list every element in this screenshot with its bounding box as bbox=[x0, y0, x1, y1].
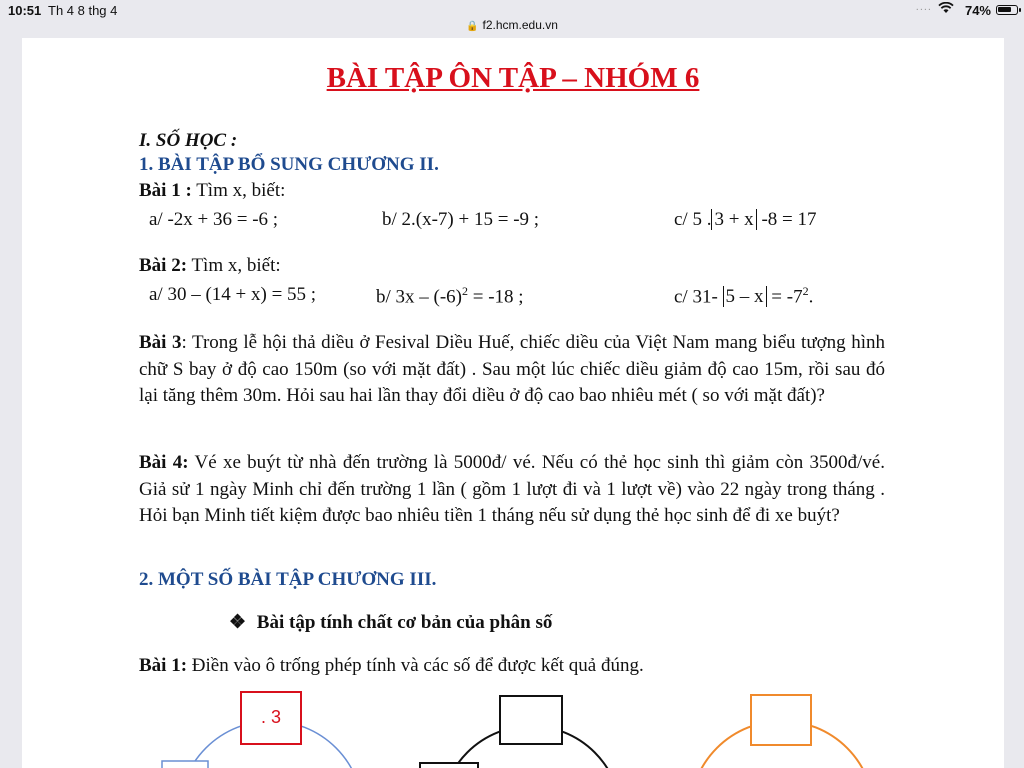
bai3-label: Bài 3 bbox=[139, 332, 182, 353]
diagram-box-middle bbox=[500, 696, 562, 744]
bai1-line bbox=[139, 180, 285, 202]
bai1-prompt: Tìm x, biết: bbox=[191, 180, 286, 201]
bai2-prompt: Tìm x, biết: bbox=[187, 255, 281, 276]
bai1-c-suffix: -8 = 17 bbox=[756, 209, 817, 230]
bai4-label: Bài 4: bbox=[139, 452, 189, 473]
bai1-label: Bài 1 : bbox=[139, 180, 192, 201]
bai2-eq-a: a/ 30 – (14 + x) = 55 ; bbox=[149, 284, 317, 305]
battery-percent: 74% bbox=[964, 3, 991, 18]
cellular-signal-icon: .... bbox=[915, 1, 932, 13]
bai3-text: : Trong lễ hội thả diều ở Fesival Diều Huế, chiếc diều của Việt Nam mang biểu tượng hình chữ S bay ở độ cao 150m (so với mặt đất) . Sau một lúc chiếc diều giảm độ cao 15m, rồi sau đó lại tăng thêm 30m. Hỏi sau hai lần thay đổi diều ở độ cao bao nhiêu mét ( so với mặt đất)? bbox=[139, 332, 886, 406]
bai3-paragraph bbox=[139, 330, 885, 410]
bai2-b-exp: 2 bbox=[462, 284, 469, 298]
bai2-b-main: b/ 3x – (-6) bbox=[376, 286, 463, 308]
bullet-heading-text: Bài tập tính chất cơ bản của phân số bbox=[256, 612, 553, 633]
subheading-chuong-3: 2. MỘT SỐ BÀI TẬP CHƯƠNG III. bbox=[139, 569, 437, 590]
bai4-paragraph bbox=[139, 450, 885, 530]
diagram-box-right bbox=[751, 695, 811, 745]
lock-icon: 🔒 bbox=[466, 21, 479, 32]
wifi-icon bbox=[938, 2, 954, 17]
status-date: Th 4 8 thg 4 bbox=[48, 3, 118, 18]
bai1-ch3-label: Bài 1: bbox=[139, 655, 188, 676]
bai2-eq-b bbox=[376, 284, 524, 308]
bai2-c-abs: 5 – x bbox=[723, 286, 767, 307]
diagram-box-left-small bbox=[162, 761, 208, 768]
bai1-ch3-text: Điền vào ô trống phép tính và các số để được kết quả đúng. bbox=[187, 655, 644, 676]
bai1-eq-a: a/ -2x + 36 = -6 ; bbox=[149, 209, 279, 230]
address-bar[interactable] bbox=[0, 18, 1024, 38]
section-heading-so-hoc: I. SỐ HỌC : bbox=[139, 130, 238, 151]
bai1-eq-c bbox=[674, 209, 816, 231]
bai2-c-tail: . bbox=[808, 286, 814, 308]
bai1-ch3-line bbox=[139, 655, 644, 677]
bai2-eq-c bbox=[674, 284, 813, 308]
bai4-text: Vé xe buýt từ nhà đến trường là 5000đ/ vé. Nếu có thẻ học sinh thì giảm còn 3500đ/vé. Giả sử 1 ngày Minh chỉ đến trường 1 lần ( gồm 1 lượt đi và 1 lượt về) vào 22 ngày trong tháng . Hỏi bạn Minh tiết kiệm được bao nhiêu tiền 1 tháng nếu sử dụng thẻ học sinh để đi xe buýt? bbox=[139, 452, 885, 526]
bai1-c-abs: 3 + x bbox=[711, 209, 756, 230]
diamond-bullet-icon: ❖ bbox=[229, 612, 247, 633]
diagram-box-middle-lower bbox=[420, 763, 478, 768]
fraction-diagram bbox=[22, 678, 1004, 768]
bai1-eq-b: b/ 2.(x-7) + 15 = -9 ; bbox=[382, 209, 540, 230]
bullet-heading bbox=[229, 611, 552, 634]
diagram-box-dot-3: . 3 bbox=[240, 691, 302, 745]
bai2-line bbox=[139, 255, 281, 277]
bai1-c-prefix: c/ 5 . bbox=[674, 209, 712, 230]
bai2-c-exp: 2 bbox=[802, 284, 809, 298]
url-text: f2.hcm.edu.vn bbox=[482, 18, 558, 32]
document-title: BÀI TẬP ÔN TẬP – NHÓM 6 bbox=[326, 62, 700, 94]
bai2-b-tail: = -18 ; bbox=[468, 286, 524, 308]
bai2-label: Bài 2: bbox=[139, 255, 188, 276]
bai2-c-mid: = -7 bbox=[766, 286, 803, 308]
document-page bbox=[22, 38, 1004, 768]
subheading-chuong-2: 1. BÀI TẬP BỔ SUNG CHƯƠNG II. bbox=[139, 154, 439, 175]
battery-icon bbox=[996, 5, 1018, 15]
status-time: 10:51 bbox=[8, 3, 42, 18]
bai2-c-prefix: c/ 31- bbox=[674, 286, 723, 308]
